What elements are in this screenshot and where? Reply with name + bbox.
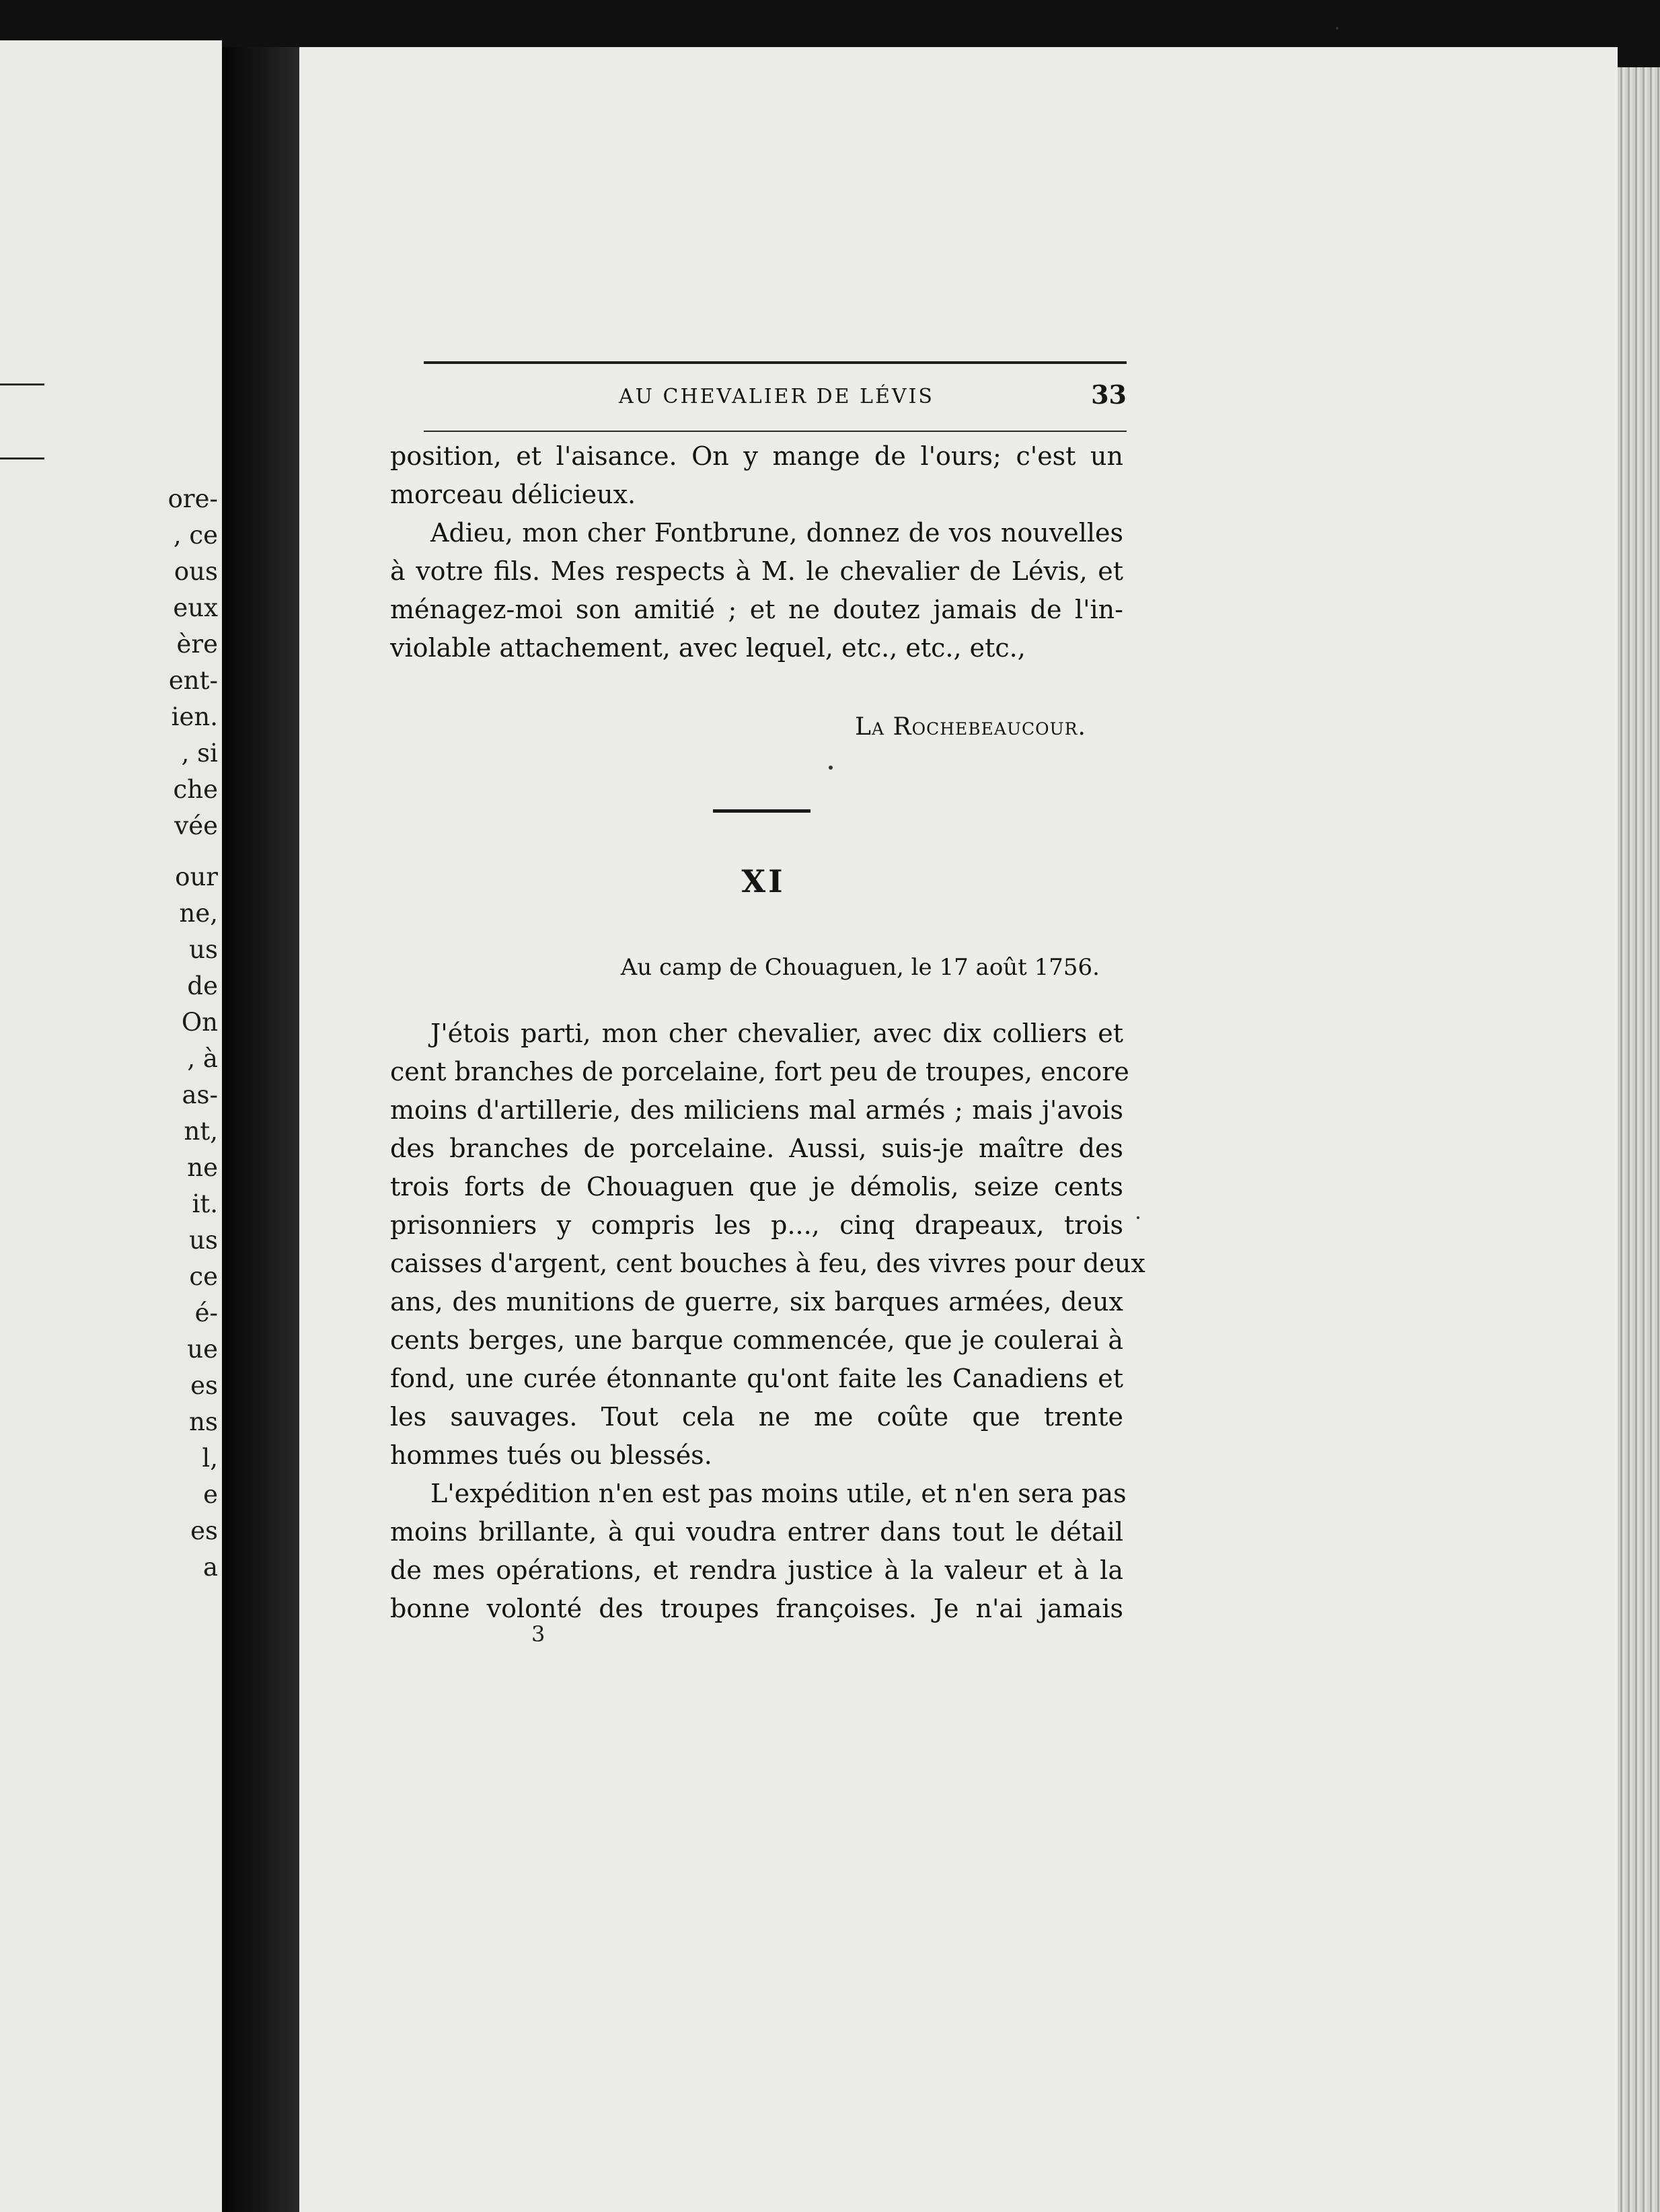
left-page-fragment: ère <box>176 630 218 659</box>
text-line: morceau délicieux. <box>390 480 636 509</box>
left-page-fragment: l, <box>202 1444 218 1473</box>
left-page-fragment: On <box>181 1008 218 1037</box>
text-line: L'expédition n'en est pas moins utile, et n'en sera pas <box>430 1479 1127 1508</box>
text-line: à votre fils. Mes respects à M. le chevalier de Lévis, et <box>390 556 1123 586</box>
left-page-fragment: as- <box>182 1080 218 1109</box>
running-title: AU CHEVALIER DE LÉVIS <box>619 385 934 408</box>
page-number: 33 <box>1091 379 1127 410</box>
left-page-fragment: che <box>173 775 218 804</box>
left-page-fragment: ore- <box>167 484 218 513</box>
left-page-text-fragments <box>137 481 218 1586</box>
left-page-fragment: es <box>190 1516 218 1545</box>
left-page-fragment: é- <box>194 1298 218 1327</box>
text-line: de mes opérations, et rendra justice à la valeur et à la <box>390 1555 1123 1585</box>
text-line: trois forts de Chouaguen que je démolis, seize cents <box>390 1172 1123 1202</box>
left-page-fragment: ien. <box>171 702 218 731</box>
header-rule-bottom <box>424 431 1127 432</box>
text-line: Adieu, mon cher Fontbrune, donnez de vos nouvelles <box>430 518 1123 548</box>
print-speck <box>1137 1216 1139 1219</box>
running-head <box>424 375 1127 422</box>
left-page-fragment: us <box>189 1226 218 1255</box>
text-line: moins d'artillerie, des miliciens mal armés ; mais j'avois <box>390 1095 1123 1125</box>
text-line: hommes tués ou blessés. <box>390 1440 712 1470</box>
paragraph-expedition <box>390 1475 1127 1628</box>
text-line: des branches de porcelaine. Aussi, suis-je maître des <box>390 1134 1123 1163</box>
left-page-fragment: us <box>189 935 218 964</box>
left-page-header-rule-top <box>0 383 44 385</box>
left-page-fragment: ous <box>174 557 218 586</box>
left-page-fragment: a <box>202 1553 218 1582</box>
left-page-fragment: it. <box>192 1189 218 1218</box>
letter-signature: La Rochebeaucour. <box>855 713 1086 741</box>
left-page-fragment: , ce <box>173 521 218 550</box>
left-facing-page <box>0 40 222 2212</box>
left-page-fragment: e <box>203 1480 218 1509</box>
left-page-fragment: , à <box>187 1044 218 1073</box>
left-page-fragment: ent- <box>168 666 218 695</box>
book-gutter-shadow <box>222 47 299 2212</box>
text-line: violable attachement, avec lequel, etc., etc., etc., <box>390 633 1026 663</box>
left-page-fragment: de <box>187 971 218 1000</box>
left-page-fragment: nt, <box>184 1117 218 1146</box>
left-page-header-rule-bottom <box>0 457 44 459</box>
paragraph-letter-body <box>390 1015 1145 1475</box>
left-page-fragment: , si <box>181 739 218 768</box>
text-line: les sauvages. Tout cela ne me coûte que trente <box>390 1402 1123 1432</box>
print-speck <box>829 766 833 770</box>
header-rule-top <box>424 361 1127 364</box>
left-page-fragment: vée <box>174 811 218 840</box>
left-page-fragment: es <box>190 1371 218 1400</box>
left-page-fragment: ce <box>189 1262 218 1291</box>
section-divider-rule <box>713 809 810 813</box>
paragraph-farewell <box>390 514 1123 667</box>
text-line: moins brillante, à qui voudra entrer dans tout le détail <box>390 1517 1123 1547</box>
printer-signature-mark: 3 <box>531 1621 545 1647</box>
left-page-fragment: ns <box>189 1407 218 1436</box>
paragraph-continuation <box>390 437 1123 514</box>
text-line: caisses d'argent, cent bouches à feu, des vivres pour deux <box>390 1249 1145 1278</box>
text-line: J'étois parti, mon cher chevalier, avec dix colliers et <box>430 1019 1123 1048</box>
letter-dateline: Au camp de Chouaguen, le 17 août 1756. <box>620 954 1100 981</box>
text-line: position, et l'aisance. On y mange de l'ours; c'est un <box>390 441 1123 471</box>
left-page-fragment: ue <box>187 1335 218 1364</box>
left-page-fragment: eux <box>173 593 218 622</box>
text-line: fond, une curée étonnante qu'ont faite les Canadiens et <box>390 1364 1123 1393</box>
text-line: ménagez-moi son amitié ; et ne doutez jamais de l'in- <box>390 595 1123 624</box>
section-numeral: XI <box>741 863 786 899</box>
text-line: ans, des munitions de guerre, six barques armées, deux <box>390 1287 1123 1317</box>
left-page-fragment: ne, <box>179 899 218 928</box>
text-line: cents berges, une barque commencée, que je coulerai à <box>390 1325 1123 1355</box>
text-line: prisonniers y compris les p..., cinq drapeaux, trois <box>390 1210 1123 1240</box>
print-speck <box>1336 27 1338 30</box>
left-page-fragment: ne <box>187 1153 218 1182</box>
text-line: bonne volonté des troupes françoises. Je n'ai jamais <box>390 1594 1123 1623</box>
page-stack-edge <box>1618 67 1660 2212</box>
left-page-fragment: our <box>175 862 218 891</box>
text-line: cent branches de porcelaine, fort peu de troupes, encore <box>390 1057 1129 1086</box>
